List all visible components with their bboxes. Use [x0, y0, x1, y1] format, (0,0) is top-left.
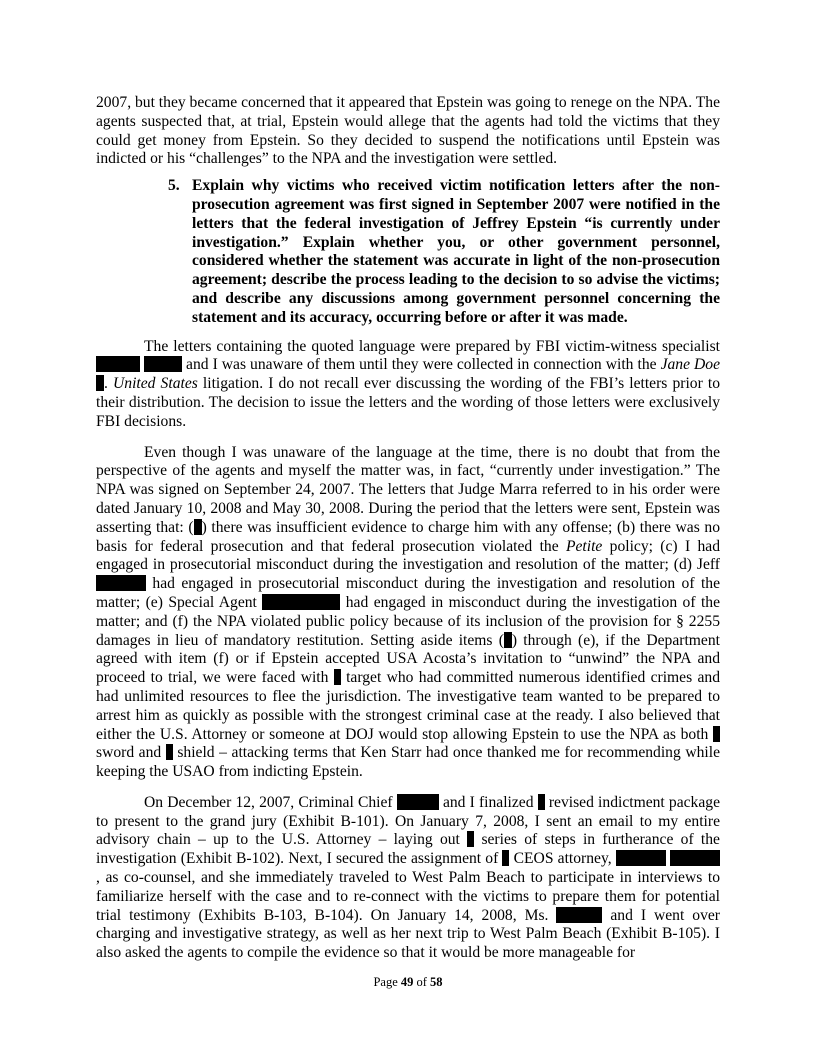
redaction — [556, 907, 602, 923]
p2-text-b: and I was unaware of them until they were collected in connection with the — [182, 356, 661, 374]
redaction — [616, 850, 666, 866]
paragraph-3: Even though I was unaware of the language at the time, there is no doubt that from the perspective of the agents and myself the matter was, in fact, “currently under investigation.” The NPA was signed on September 24, 2007. The letters that Judge Marra referred to in his order were dated January 10, 2008 and May 30, 2008. During the period that the letters were sent, Epstein was asserting that: ( ) there was insufficient evidence to charge him with any offense; (b) there was no basis for federal prosecution and that federal prosecution violated the Petite policy; (c) I had engaged in prosecutorial misconduct during the investigation and resolution of the matter; (d) Jeff had engaged in prosecutorial misconduct during the investigation and resolution of the matter; (e) Special Agent had engaged in misconduct during the investigation of the matter; and (f) the NPA violated public policy because of its inclusion of the provision for § 2255 damages in lieu of mandatory restitution. Setting aside items ( ) through (e), if the Department agreed with item (f) or if Epstein accepted USA Acosta’s invitation to “unwind” the NPA and proceed to trial, we were faced with target who had committed numerous identified crimes and had unlimited resources to flee the jurisdiction. The investigative team wanted to be prepared to arrest him as quickly as possible with the strongest criminal case at the ready. I also believed that either the U.S. Attorney or someone at DOJ would stop allowing Epstein to use the NPA as both sword and shield – attacking terms that Ken Starr had once thanked me for recommending while keeping the USAO from indicting Epstein. — [96, 443, 721, 781]
document-page — [96, 94, 720, 963]
petite-policy: Petite — [565, 537, 603, 555]
redaction — [538, 794, 545, 810]
question-5 — [168, 177, 720, 327]
paragraph-2: The letters containing the quoted language were prepared by FBI victim-witness specialist and I was unaware of them until they were collected in connection with the Jane Doe . United States litigation. I do not recall ever discussing the wording of the FBI’s letters prior to their distribution. The decision to issue the letters and the wording of those letters were exclusively FBI decisions. — [96, 337, 721, 430]
redaction — [334, 669, 341, 685]
redaction — [96, 356, 140, 372]
current-page-number: 49 — [400, 975, 414, 989]
total-pages: 58 — [430, 975, 443, 989]
redaction — [262, 594, 340, 610]
p2-text-a: The letters containing the quoted language were prepared by FBI victim-witness specialist — [144, 337, 720, 355]
redaction — [713, 726, 720, 742]
redaction — [670, 850, 720, 866]
redaction — [194, 519, 202, 535]
p2-case-name: Jane Doe — [660, 356, 720, 374]
redaction — [96, 375, 104, 391]
redaction — [166, 744, 173, 760]
question-number: 5. — [168, 177, 180, 195]
question-text: Explain why victims who received victim notification letters after the non-prosecution agreement was first signed in September 2007 were notified in the letters that the federal investigation of Jeffrey Epstein “is currently under investigation.” Explain whether you, or other government personnel, considered whether the statement was accurate in light of the non-prosecution agreement; describe the process leading to the decision to so advise the victims; and describe any discussions among government personnel concerning the statement and its accuracy, occurring before or after it was made. — [192, 177, 720, 326]
redaction — [96, 575, 146, 591]
redaction — [144, 356, 182, 372]
redaction — [504, 632, 512, 648]
p2-united-states: United States — [113, 375, 198, 393]
paragraph-4: On December 12, 2007, Criminal Chief and I finalized revised indictment package to present to the grand jury (Exhibit B-101). On January 7, 2008, I sent an email to my entire advisory chain – up to the U.S. Attorney – laying out series of steps in furtherance of the investigation (Exhibit B-102). Next, I secured the assignment of CEOS attorney, , as co-counsel, and she immediately traveled to West Palm Beach to participate in interviews to familiarize herself with the case and to re-connect with the victims to prepare them for potential trial testimony (Exhibits B-103, B-104). On January 14, 2008, Ms. and I went over charging and investigative strategy, as well as her next trip to West Palm Beach (Exhibit B-105). I also asked the agents to compile the evidence so that it would be more manageable for — [96, 793, 720, 962]
page-footer: Page 49 of 58 — [373, 975, 443, 989]
redaction — [397, 794, 439, 810]
paragraph-1: 2007, but they became concerned that it appeared that Epstein was going to renege on the NPA. The agents suspected that, at trial, Epstein would allege that the agents had told the victims that they could get money from Epstein. So they decided to suspend the notifications until Epstein was indicted or his “challenges” to the NPA and the investigation were settled. — [96, 94, 721, 168]
p2-text-f: litigation. I do not recall ever discussing the wording of the FBI’s letters prior to their distribution. The decision to issue the letters and the wording of those letters were exclusively FBI decisions. — [96, 375, 721, 430]
